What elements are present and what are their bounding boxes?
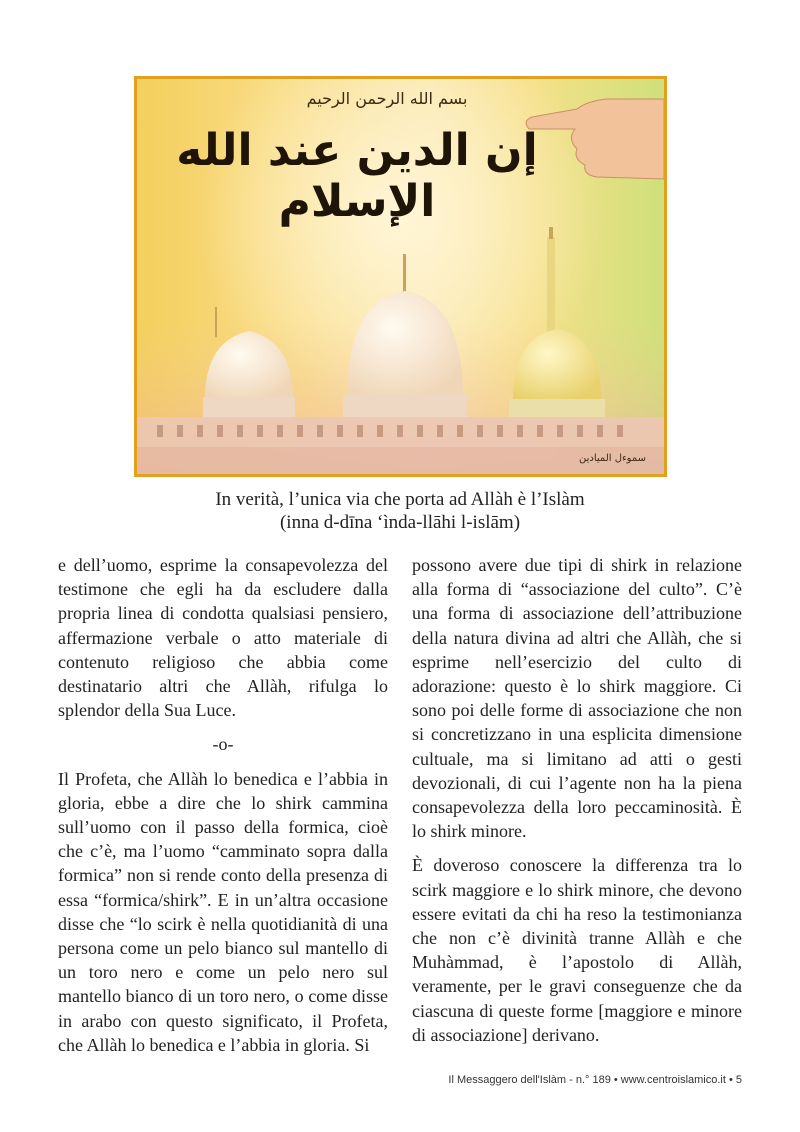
main-calligraphy: إن الدين عند الله الإسلام	[176, 125, 538, 227]
figure-caption-line-2: (inna d-dīna ‘ìnda-llāhi l-islām)	[279, 512, 521, 533]
dome-center	[343, 254, 467, 421]
page-footer: Il Messaggero dell'Islàm - n.° 189 • www.centroislamico.it • 5	[448, 1074, 742, 1086]
left-paragraph-1: e dell’uomo, esprime la consapevolezza del testimone che egli ha da escludere dalla propria linea di condotta qualsiasi pensiero, affermazione verbale o atto materiale di contenuto religioso che abbia come destinatario altri che Allàh, rifulga lo splendor della Sua Luce.	[58, 555, 388, 721]
basmala-calligraphy: بسم الله الرحمن الرحيم	[306, 89, 468, 108]
right-paragraph-2: È doveroso conoscere la differenza tra lo scirk maggiore e lo shirk minore, che devono essere evitati da chi ha reso la testimonianza che non c’è divinità tranne Allàh e che Muhàmmad, è l’apostolo di Allàh, veramente, per le gravi conseguenze che da ciascuna di queste forme [maggiore e minore di associazione] derivano.	[412, 855, 742, 1045]
left-paragraph-2: Il Profeta, che Allàh lo benedica e l’abbia in gloria, ebbe a dire che lo shirk cammina sull’uomo con il passo della formica, cioè che c’è, ma l’uomo “camminato sopra dalla formica” non si rende conto della presenza di essa “formica/shirk”. E in un’altra occasione disse che “lo scirk è nella quotidianità di una persona come un pelo bianco sul mantello di un toro nero e come un pelo nero sul mantello bianco di un toro nero, o come disse in arabo con questo significato, il Profeta, che Allàh lo benedica e l’abbia in gloria. Si	[58, 768, 388, 1055]
artist-signature: سموءل الميادين	[579, 453, 646, 464]
mosque-illustration	[134, 76, 667, 477]
right-column	[412, 553, 742, 1057]
left-column	[58, 553, 388, 1067]
right-paragraph-1: possono avere due tipi di shirk in relazione alla forma di “associazione del culto”. C’è una forma di associazione dell’attribuzione della natura divina ad altri che Allàh, che si esprime nell’esercizio del culto di adorazione: questo è lo shirk maggiore. Ci sono poi delle forme di associazione che non si concretizzano in una esplicita dimensione cultuale, ma si limitano ad atti o gesti devozionali, di cui l’agente non ha la piena consapevolezza della loro peccaminosità. È lo shirk minore.	[412, 555, 742, 842]
figure-caption-line-1: In verità, l’unica via che porta ad Allàh è l’Islàm	[215, 489, 585, 510]
section-separator: -o-	[212, 734, 234, 755]
